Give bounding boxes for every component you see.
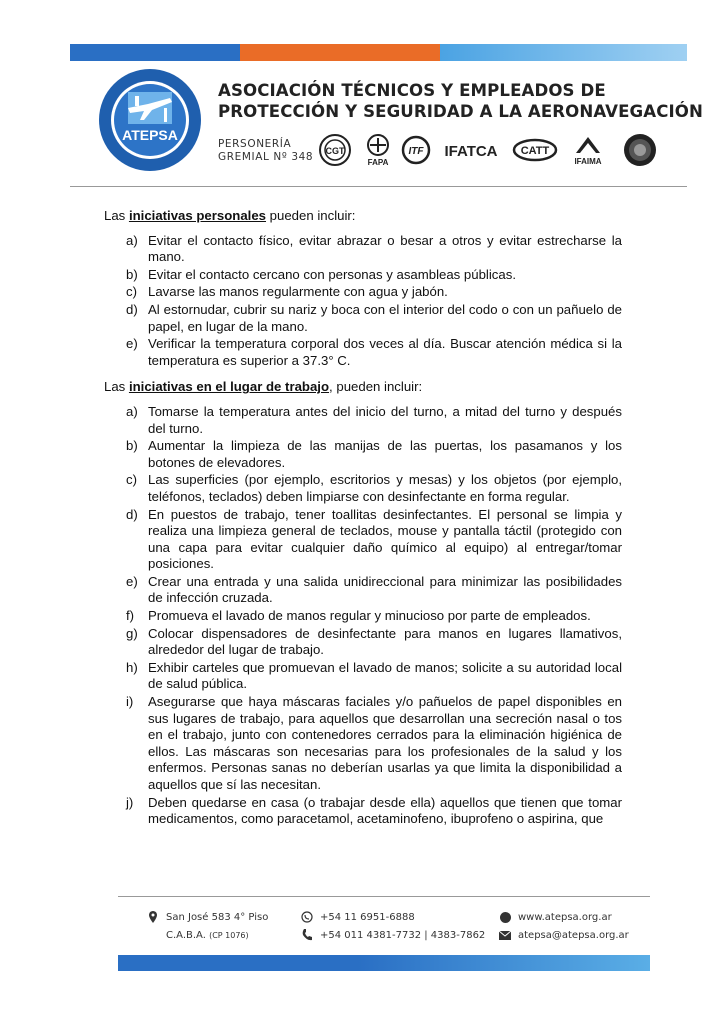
- phone-icon: [300, 929, 314, 941]
- list-item: b) Aumentar la limpieza de las manijas de las puertas, los pasamanos y los botones de elevadores.: [126, 438, 622, 470]
- address-postal-code: (CP 1076): [209, 930, 249, 940]
- section-intro-workplace: Las iniciativas en el lugar de trabajo, pueden incluir:: [104, 379, 423, 395]
- address-line1: San José 583 4° Piso: [166, 911, 269, 923]
- fapa-logo: [360, 133, 396, 167]
- document-body: [104, 208, 622, 838]
- list-item: c) Lavarse las manos regularmente con agua y jabón.: [126, 284, 448, 300]
- svg-text:CGT: CGT: [325, 146, 345, 156]
- list-item: g) Colocar dispensadores de desinfectante para manos en lugares llamativos, alrededor del lugar de trabajo.: [126, 625, 622, 658]
- header-bar-orange: [240, 44, 440, 61]
- phone-numbers[interactable]: +54 011 4381-7732 | 4383-7862: [320, 929, 486, 941]
- ifaima-logo: [566, 133, 610, 167]
- whatsapp-icon: [300, 911, 314, 923]
- list-item: e) Crear una entrada y una salida unidireccional para minimizar las posibilidades de infección cruzada.: [126, 573, 622, 606]
- section-title-personal: iniciativas personales: [128, 208, 267, 223]
- list-item: e) Verificar la temperatura corporal dos veces al día. Buscar atención médica si la temperatura es superior a 37.3° C.: [126, 336, 622, 368]
- footer: [118, 908, 650, 948]
- workplace-initiatives-list: [104, 404, 622, 828]
- svg-text:ITF: ITF: [408, 146, 424, 157]
- footer-phones: [300, 908, 485, 944]
- list-item: f) Promueva el lavado de manos regular y minucioso por parte de empleados.: [126, 608, 591, 624]
- list-item: h) Exhibir carteles que promuevan el lavado de manos; solicite a su autoridad local de salud pública.: [126, 659, 622, 692]
- email-link[interactable]: atepsa@atepsa.org.ar: [518, 929, 629, 941]
- association-title-line1: ASOCIACIÓN TÉCNICOS Y EMPLEADOS DE: [218, 81, 606, 100]
- footer-address: [146, 908, 268, 944]
- footer-contact: [498, 908, 629, 944]
- globe-icon: [498, 912, 512, 923]
- ifatca-logo: [440, 133, 502, 167]
- website-link[interactable]: www.atepsa.org.ar: [518, 911, 612, 923]
- footer-color-bar: [118, 955, 650, 971]
- personeria-line1: PERSONERÍA: [218, 138, 292, 150]
- list-item: d) En puestos de trabajo, tener toallitas desinfectantes. El personal se limpia y realiza una limpieza general de teclados, mouse y pantalla táctil (protegido con una capa para evitar cualquier daño químico al equipo) al entregar/tomar posiciones.: [126, 506, 622, 572]
- catt-logo: [512, 133, 558, 167]
- svg-text:IFATCA: IFATCA: [444, 143, 498, 160]
- list-item: j) Deben quedarse en casa (o trabajar desde ella) aquellos que tienen que tomar medicamentos, como paracetamol, acetaminofeno, ibuprofeno o aspirina, que: [126, 794, 622, 827]
- list-item: a) Evitar el contacto físico, evitar abrazar o besar a otros y evitar estrecharse la mano.: [126, 232, 622, 265]
- list-item: b) Evitar el contacto cercano con personas y asambleas públicas.: [126, 266, 516, 282]
- atepsa-emblem-logo: [98, 68, 202, 172]
- mail-icon: [498, 931, 512, 940]
- header-bar-light-blue: [440, 44, 687, 61]
- personeria-line2: GREMIAL Nº 348: [218, 151, 314, 163]
- personeria-gremial: [218, 138, 313, 164]
- personal-initiatives-list: [104, 233, 622, 370]
- list-item: i) Asegurarse que haya máscaras faciales y/o pañuelos de papel disponibles en sus lugares de trabajo, para aquellos que desarrollan una secreción nasal o tos en el trabajo, junto con contenedores cerrados para la eliminación higiénica de ellos. Las máscaras son necesarias para los profesionales de la salud y los enfermos. Personas sanas no deberían usarlas ya que limita la disponibilidad a aquellos que sí las necesitan.: [126, 694, 622, 792]
- header-bar-blue: [70, 44, 240, 61]
- association-title: [218, 80, 703, 122]
- svg-text:IFAIMA: IFAIMA: [574, 157, 602, 166]
- footer-divider: [118, 896, 650, 897]
- location-pin-icon: [146, 911, 160, 923]
- header-color-bar: [70, 44, 687, 61]
- list-item: c) Las superficies (por ejemplo, escritorios y mesas) y los objetos (por ejemplo, teléfonos, teclados) deben limpiarse con desinfectante en forma regular.: [126, 472, 622, 504]
- round-seal-logo: [622, 133, 658, 167]
- svg-text:CATT: CATT: [520, 145, 550, 157]
- address-line2: C.A.B.A.: [166, 929, 206, 941]
- svg-text:FAPA: FAPA: [367, 158, 389, 167]
- association-title-line2: PROTECCIÓN Y SEGURIDAD A LA AERONAVEGACIÓN: [218, 102, 703, 121]
- cgt-logo: [318, 133, 352, 167]
- emblem-text: ATEPSA: [122, 127, 178, 143]
- list-item: a) Tomarse la temperatura antes del inicio del turno, a mitad del turno y después del turno.: [126, 403, 622, 436]
- whatsapp-number[interactable]: +54 11 6951-6888: [320, 911, 415, 923]
- section-title-workplace: iniciativas en el lugar de trabajo: [128, 379, 330, 395]
- section-intro-personal: Las iniciativas personales pueden incluir:: [104, 208, 356, 223]
- list-item: d) Al estornudar, cubrir su nariz y boca con el interior del codo o con un pañuelo de papel, en lugar de la mano.: [126, 301, 622, 334]
- header-divider: [70, 186, 687, 187]
- itf-logo: [400, 133, 432, 167]
